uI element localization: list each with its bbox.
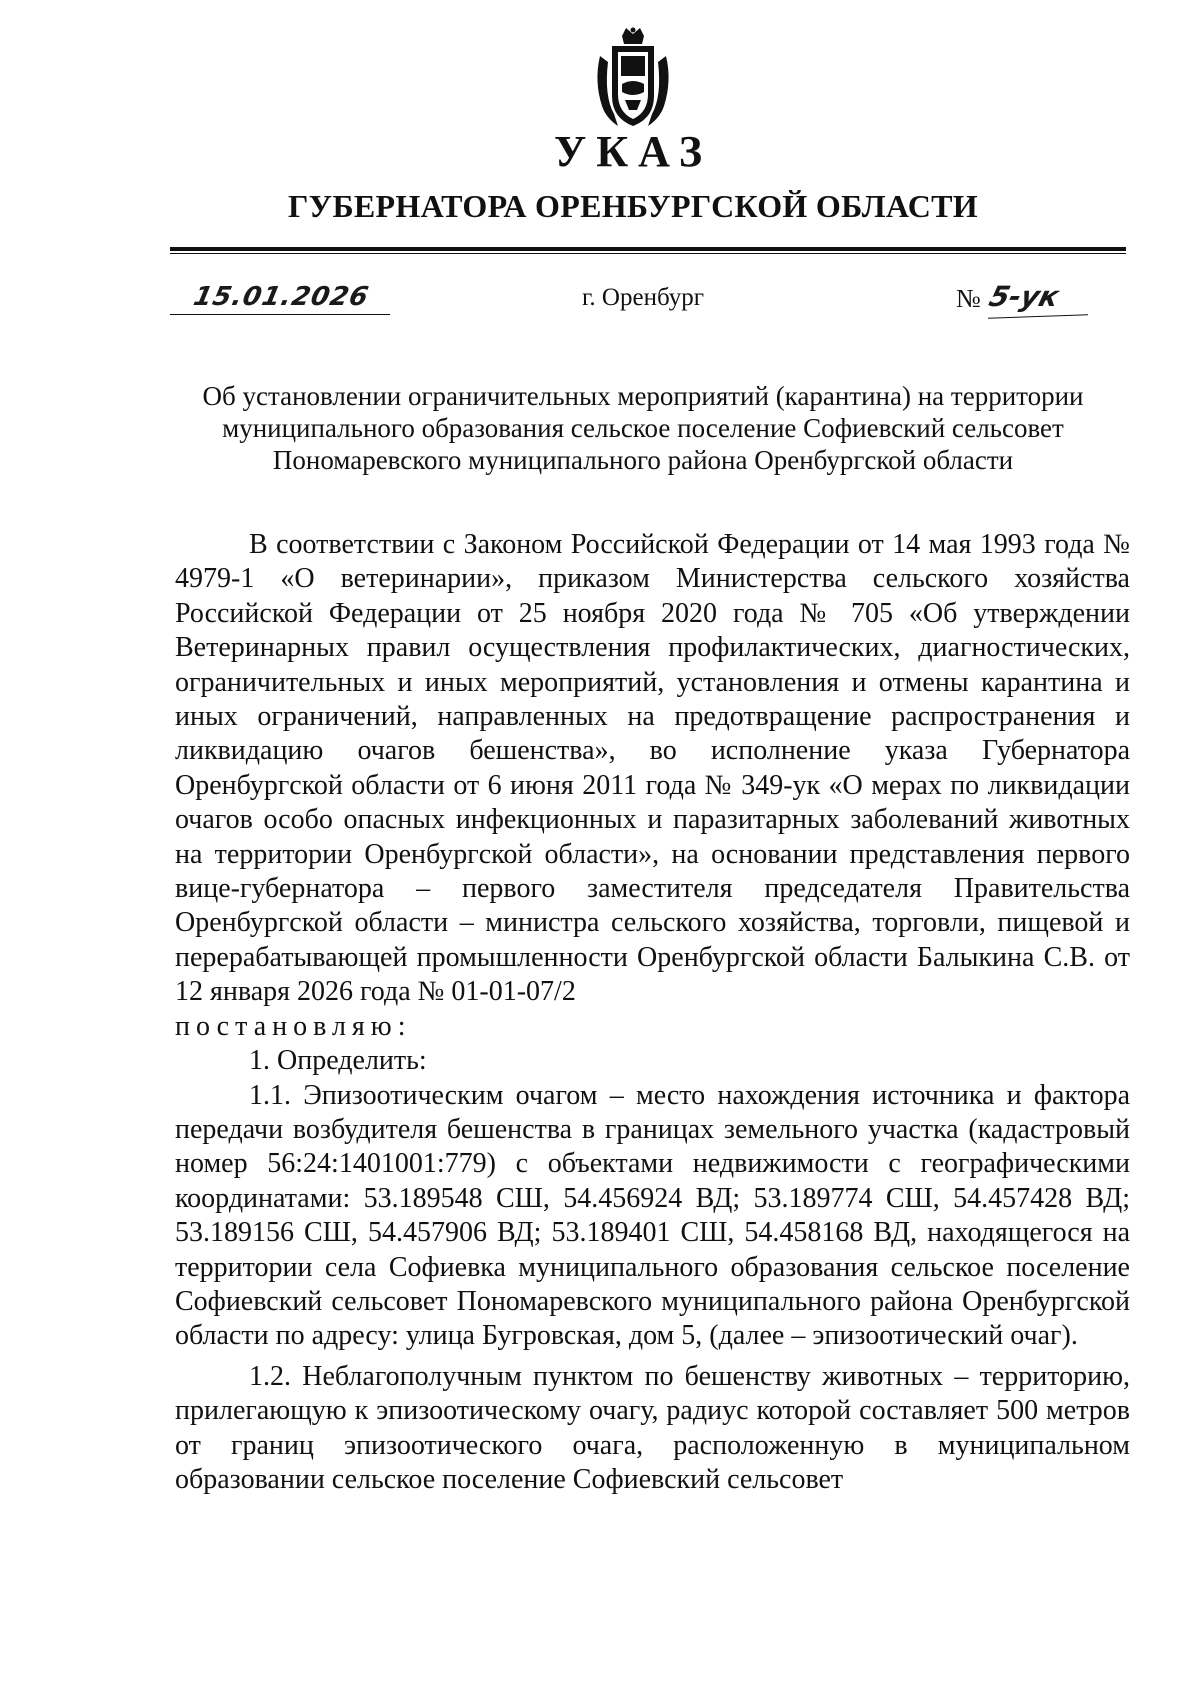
preamble-paragraph: В соответствии с Законом Российской Федерации от 14 мая 1993 года № 4979-1 «О ветеринарии», приказом Министерства сельского хозяйства Российской Федерации от 25 ноября 2020 года № 705 «Об утверждении Ветеринарных правил осуществления профилактических, диагностических, ограничительных и иных мероприятий, установления и отмены карантина и иных ограничений, направленных на предотвращение распространения и ликвидацию очагов бешенства», во исполнение указа Губернатора Оренбургской области от 6 июня 2011 года № 349-ук «О мерах по ликвидации очагов особо опасных инфекционных и паразитарных заболеваний животных на территории Оренбургской области», на основании представления первого вице-губернатора – первого заместителя председателя Правительства Оренбургской области – министра сельского хозяйства, торговли, пищевой и перерабатывающей промышленности Оренбургской области Балыкина С.В. от 12 января 2026 года № 01-01-07/2 (175, 529, 1130, 1008)
decree-number: 5-ук (985, 280, 1063, 313)
subject-line-1: Об установлении ограничительных мероприятий (карантина) на территории (202, 381, 1084, 411)
header-divider-thick (170, 247, 1126, 251)
header-divider-thin (170, 253, 1126, 254)
document-type-title: УКАЗ (553, 127, 713, 176)
item-1-1: 1.1. Эпизоотическим очагом – место нахождения источника и фактора передачи возбудителя бешенства в границах земельного участка (кадастровый номер 56:24:1401001:779) с объектами недвижимости с географическими координатами: 53.189548 СШ, 54.456924 ВД; 53.189774 СШ, 54.457428 ВД; 53.189156 СШ, 54.457906 ВД; 53.189401 СШ, 54.458168 ВД, находящегося на территории села Софиевка муниципального образования сельское поселение Софиевский сельсовет Пономаревского муниципального района Оренбургской области по адресу: улица Бугровская, дом 5, (далее – эпизоотический очаг). (175, 1079, 1130, 1352)
item-1: 1. Определить: (249, 1045, 427, 1077)
subject-line-2: муниципального образования сельское поселение Софиевский сельсовет (222, 413, 1064, 443)
resolve-word: постановляю: (175, 1010, 412, 1042)
orenburg-coat-of-arms-icon (592, 26, 674, 132)
number-underline (988, 314, 1088, 318)
subject-line-3: Пономаревского муниципального района Оренбургской области (272, 445, 1014, 475)
issuer-title: ГУБЕРНАТОРА ОРЕНБУРГСКОЙ ОБЛАСТИ (288, 188, 978, 224)
decree-number-label: № (956, 284, 981, 313)
date-underline (170, 314, 390, 315)
decree-subject (160, 380, 1126, 476)
item-1-2: 1.2. Неблагополучным пунктом по бешенству животных – территорию, прилегающую к эпизоотическому очагу, радиус которой составляет 500 метров от границ эпизоотического очага, расположенную в муниципальном образовании сельское поселение Софиевский сельсовет (175, 1360, 1130, 1495)
decree-date: 15.01.2026 (190, 282, 372, 312)
decree-city: г. Оренбург (582, 284, 704, 311)
decree-body (175, 528, 1130, 1497)
